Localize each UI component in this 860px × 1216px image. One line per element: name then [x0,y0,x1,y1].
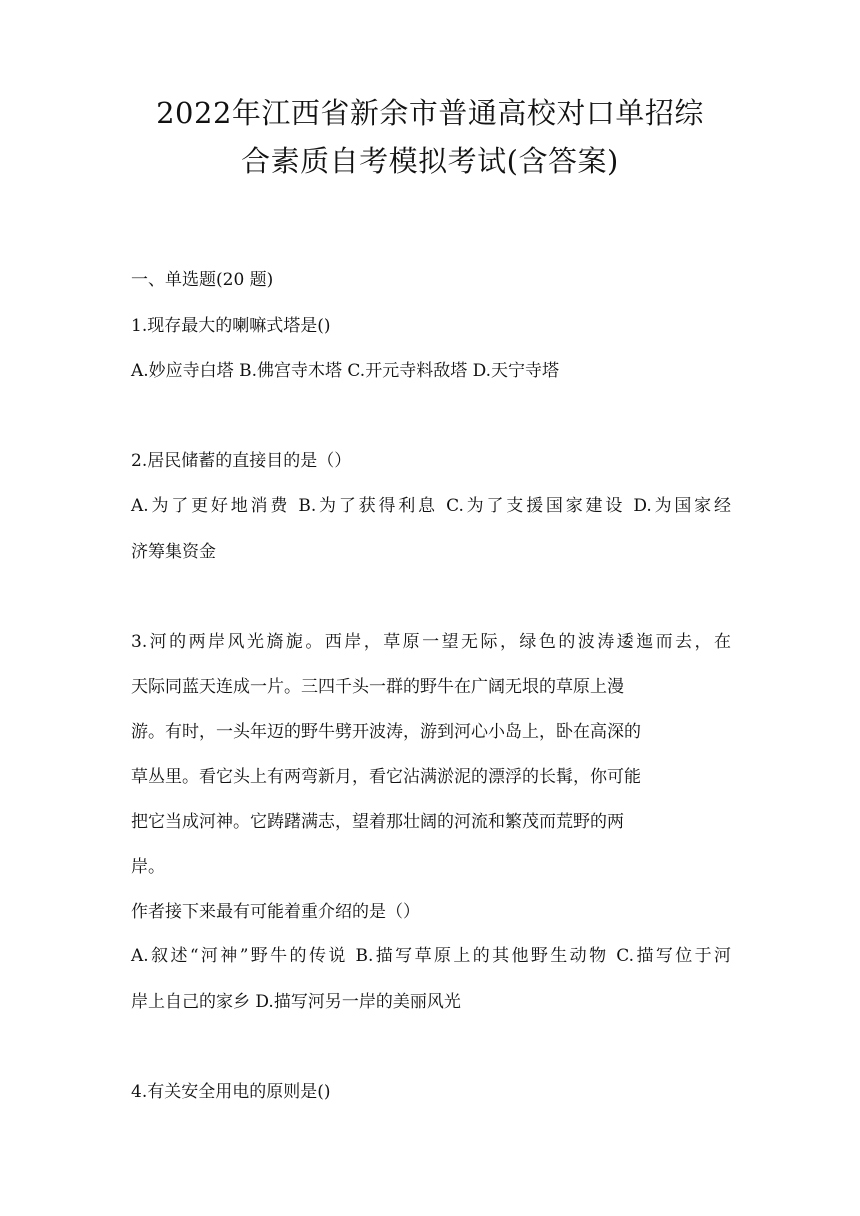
question-3-options-line-2: 岸上自己的家乡 D.描写河另一岸的美丽风光 [131,992,461,1012]
document-title-line-2: 合素质自考模拟考试(含答案) [241,144,619,178]
section-heading: 一、单选题(20 题) [131,270,274,290]
passage-line-2: 天际同蓝天连成一片。三四千头一群的野牛在广阔无垠的草原上漫 [131,677,624,697]
question-3-stem: 作者接下来最有可能着重介绍的是（） [131,902,420,922]
question-1-stem: 1.现存最大的喇嘛式塔是() [131,316,331,336]
question-1-options: A.妙应寺白塔 B.佛宫寺木塔 C.开元寺料敌塔 D.天宁寺塔 [131,361,560,381]
question-2-options-line-2: 济筹集资金 [131,542,216,562]
passage-line-5: 把它当成河神。它踌躇满志，望着那壮阔的河流和繁茂而荒野的两 [131,812,624,832]
passage-line-4: 草丛里。看它头上有两弯新月，看它沾满淤泥的漂浮的长髯，你可能 [131,767,641,787]
document-title-line-1: 2022年江西省新余市普通高校对口单招综 [156,96,704,130]
passage-line-6: 岸。 [131,857,165,877]
question-4-stem: 4.有关安全用电的原则是() [131,1082,331,1102]
question-3-options-line-1: A.叙述“河神”野牛的传说 B.描写草原上的其他野生动物 C.描写位于河 [131,946,731,966]
question-2-stem: 2.居民储蓄的直接目的是（） [131,451,352,471]
passage-line-1: 3.河的两岸风光旖旎。西岸，草原一望无际，绿色的波涛逶迤而去，在 [131,632,731,652]
question-2-options-line-1: A.为了更好地消费 B.为了获得利息 C.为了支援国家建设 D.为国家经 [131,496,731,516]
passage-line-3: 游。有时，一头年迈的野牛劈开波涛，游到河心小岛上，卧在高深的 [131,722,641,742]
